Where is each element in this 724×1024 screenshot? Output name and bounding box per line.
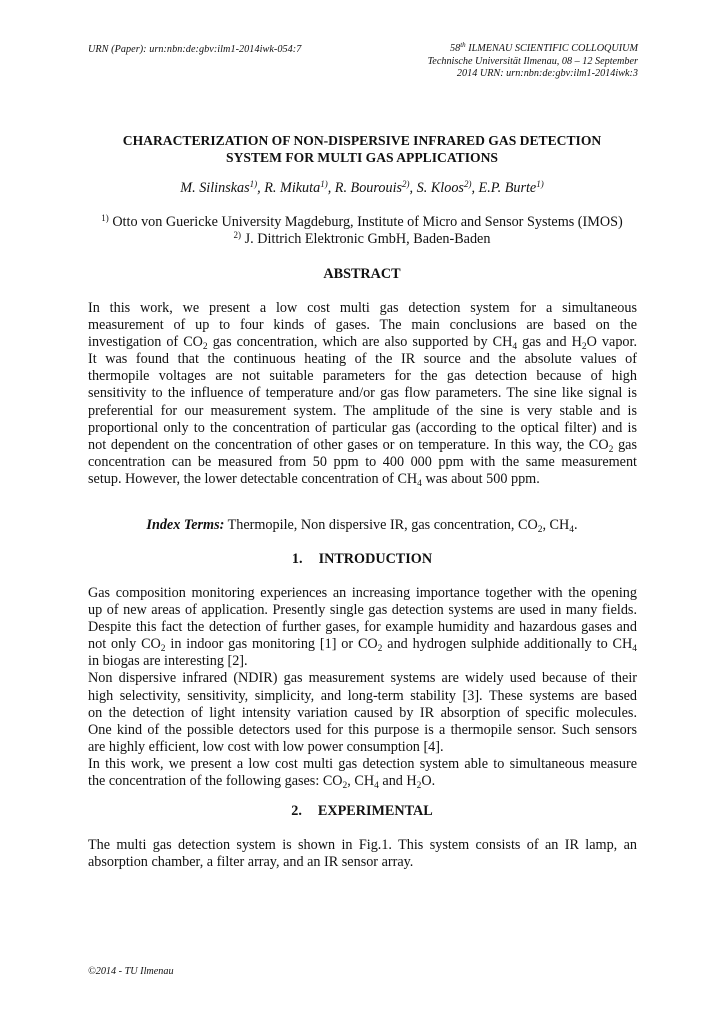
index-terms — [88, 517, 636, 534]
text-line: thermopile voltages are not suitable parameters for the gas detection because of high — [88, 368, 637, 385]
text-line: preferential for our measurement system. The amplitude of the sine is very stable and is — [88, 402, 637, 419]
section-title: INTRODUCTION — [318, 551, 433, 567]
text-line: concentration can be measured from 50 ppm to 400 000 ppm with the same measurement — [88, 453, 637, 470]
index-terms-text: Thermopile, Non dispersive IR, gas concentration, $CO_2$, $CH_4$. — [224, 517, 578, 535]
text-line: One kind of the possible detectors used for this purpose is a thermopile sensor. Such sensors — [88, 721, 637, 738]
section-heading-introduction — [88, 551, 636, 568]
author-affiliation-mark: 1) — [320, 179, 328, 189]
text-line: not only $CO_2$ in indoor gas monitoring [1] or $CO_2$ and hydrogen sulphide additionally to $CH_4$ — [88, 636, 637, 655]
section-title: EXPERIMENTAL — [317, 803, 433, 819]
affiliation-line — [88, 214, 636, 231]
affiliation-text: Otto von Guericke University Magdeburg, Institute of Micro and Sensor Systems (IMOS) — [108, 214, 623, 230]
text-line: The multi gas detection system is shown in Fig.1. This system consists of an IR lamp, an — [88, 837, 637, 853]
index-terms-label: Index Terms: — [146, 517, 225, 533]
introduction-body — [88, 585, 637, 790]
header-urn: URN (Paper): urn:nbn:de:gbv:ilm1-2014iwk-054:7 — [88, 44, 302, 55]
header-edition-number: 58 — [450, 43, 461, 54]
author-name: M. Silinskas — [180, 180, 250, 196]
text-line: high selectivity, sensitivity, simplicity, and long-term stability [3]. These systems are based — [88, 687, 637, 704]
paper-title — [88, 132, 636, 166]
abstract-heading: ABSTRACT — [323, 266, 401, 282]
affiliation-list — [88, 214, 636, 248]
author-affiliation-mark: 2) — [402, 179, 410, 189]
author-list: M. Silinskas$^{1)}$, R. Mikuta$^{1)}$, R. Bourouis$^{2)}$, S. Kloos$^{2)}$, E.P. Burte$^{1)}$ — [180, 179, 544, 196]
header-colloquium-name: ILMENAU SCIENTIFIC COLLOQUIUM — [465, 43, 638, 54]
text-line: up of new areas of application. Presently single gas detection systems are used in many fields. — [88, 602, 637, 619]
text-line: are highly efficient, low cost with low power consumption [4]. — [88, 738, 444, 755]
header-conference-line2: Technische Universität Ilmenau, 08 – 12 September — [427, 55, 638, 67]
affiliation-line — [88, 231, 636, 248]
author-affiliation-mark: 1) — [249, 179, 258, 189]
author-affiliation-mark: 2) — [463, 179, 472, 189]
text-line: in biogas are interesting [2]. — [88, 653, 248, 670]
section-number: 2. — [291, 803, 302, 819]
text-line: absorption chamber, a filter array, and an IR sensor array. — [88, 854, 414, 871]
affiliation-mark: 2) — [233, 230, 242, 240]
text-line: not dependent on the concentration of other gases or on temperature. In this way, the $CO_2$ gas — [88, 436, 637, 455]
header-conference — [428, 43, 638, 81]
header-conference-line3: 2014 URN: urn:nbn:de:gbv:ilm1-2014iwk:3 — [456, 68, 638, 79]
text-line: Despite this fact the detection of further gases, for example humidity and hazardous gases and — [88, 619, 637, 636]
text-line: In this work, we present a low cost multi gas detection system able to simultaneous measure — [88, 755, 637, 772]
text-line: setup. However, the lower detectable concentration of $CH_4$ was about 500 ppm. — [88, 470, 540, 489]
author-name: R. Mikuta — [264, 180, 321, 196]
text-line: investigation of $CO_2$ gas concentration, which are also supported by $CH_4$ gas and $H_2O$ vapor. — [88, 334, 637, 353]
text-line: It was found that the continuous heating of the IR source and the absolute values of — [88, 351, 637, 368]
paper-title-line1: CHARACTERIZATION OF NON-DISPERSIVE INFRARED GAS DETECTION — [122, 133, 602, 148]
text-line: the concentration of the following gases: $CO_2$, $CH_4$ and $H_2O$. — [88, 773, 436, 792]
affiliation-mark: 1) — [101, 213, 109, 223]
header-edition-suffix: th — [460, 41, 466, 49]
footer-copyright: ©2014 - TU Ilmenau — [88, 966, 174, 977]
author-affiliation-mark: 1) — [536, 179, 544, 189]
section-heading-experimental — [88, 803, 636, 820]
experimental-body — [88, 837, 637, 871]
section-number: 1. — [291, 551, 303, 567]
text-line: Non dispersive infrared (NDIR) gas measurement systems are widely used because of their — [88, 670, 637, 687]
text-line: measurement of up to four kinds of gases. The main conclusions are based on the — [88, 317, 637, 334]
text-line: proportional only to the concentration of particular gas (according to the optical filter) and is — [88, 419, 637, 436]
author-name: S. Kloos — [416, 180, 464, 196]
text-line: In this work, we present a low cost multi gas detection system for a simultaneous — [88, 300, 637, 316]
header-conference-line1 — [428, 43, 638, 56]
abstract-body — [88, 300, 637, 488]
text-line: sensitivity to the influence of temperature and/or gas flow parameters. The sine like signal is — [88, 385, 637, 402]
text-line: on the detection of light intensity variation caused by IR absorption of specific molecules. — [88, 704, 637, 721]
affiliation-text: J. Dittrich Elektronic GmbH, Baden-Baden — [241, 231, 491, 247]
author-name: R. Bourouis — [334, 180, 403, 196]
paper-title-line2: SYSTEM FOR MULTI GAS APPLICATIONS — [226, 150, 498, 165]
author-name: E.P. Burte — [478, 180, 537, 196]
text-line: Gas composition monitoring experiences an increasing importance together with the opening — [88, 585, 637, 601]
